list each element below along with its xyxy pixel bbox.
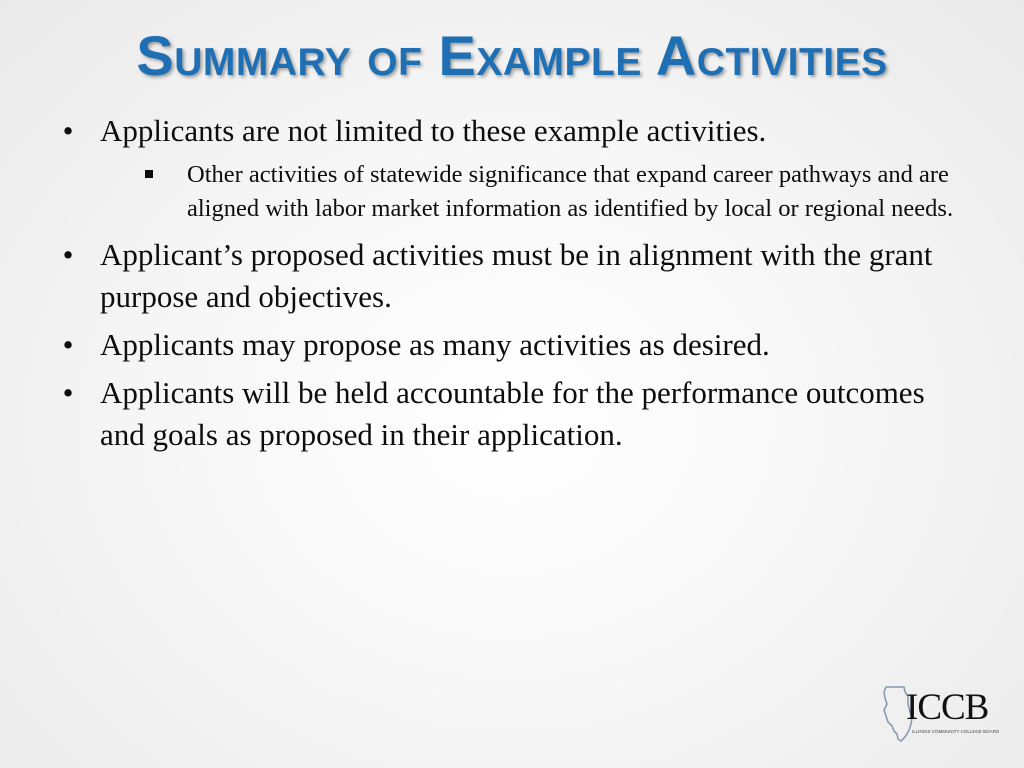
bullet-text: Applicants will be held accountable for the performance outcomes and goals as proposed in their application. [100,375,925,452]
bullet-item-3 [58,324,958,366]
bullet-item-4 [58,372,958,456]
logo-wordmark: ICCB [906,687,989,728]
bullet-item-2 [58,234,958,318]
bullet-marker: • [62,375,74,410]
logo-subtitle: ILLINOIS COMMUNITY COLLEGE BOARD [912,729,1000,734]
bullet-text: Applicants are not limited to these example activities. [100,113,767,148]
bullet-text: Applicants may propose as many activities as desired. [100,327,770,362]
iccb-logo [880,684,1008,744]
slide-content [58,110,958,462]
bullet-marker: • [62,113,74,148]
slide-title: Summary of Example Activities [136,24,888,87]
bullet-item-1 [58,110,958,152]
bullet-text: Applicant’s proposed activities must be in alignment with the grant purpose and objectives. [100,237,933,314]
sub-bullet-item-1 [145,158,967,226]
bullet-marker: • [62,237,74,272]
sub-bullet-text: Other activities of statewide significance that expand career pathways and are aligned with labor market information as identified by local or regional needs. [187,161,954,222]
square-bullet-icon [145,170,153,178]
bullet-marker: • [62,327,74,362]
